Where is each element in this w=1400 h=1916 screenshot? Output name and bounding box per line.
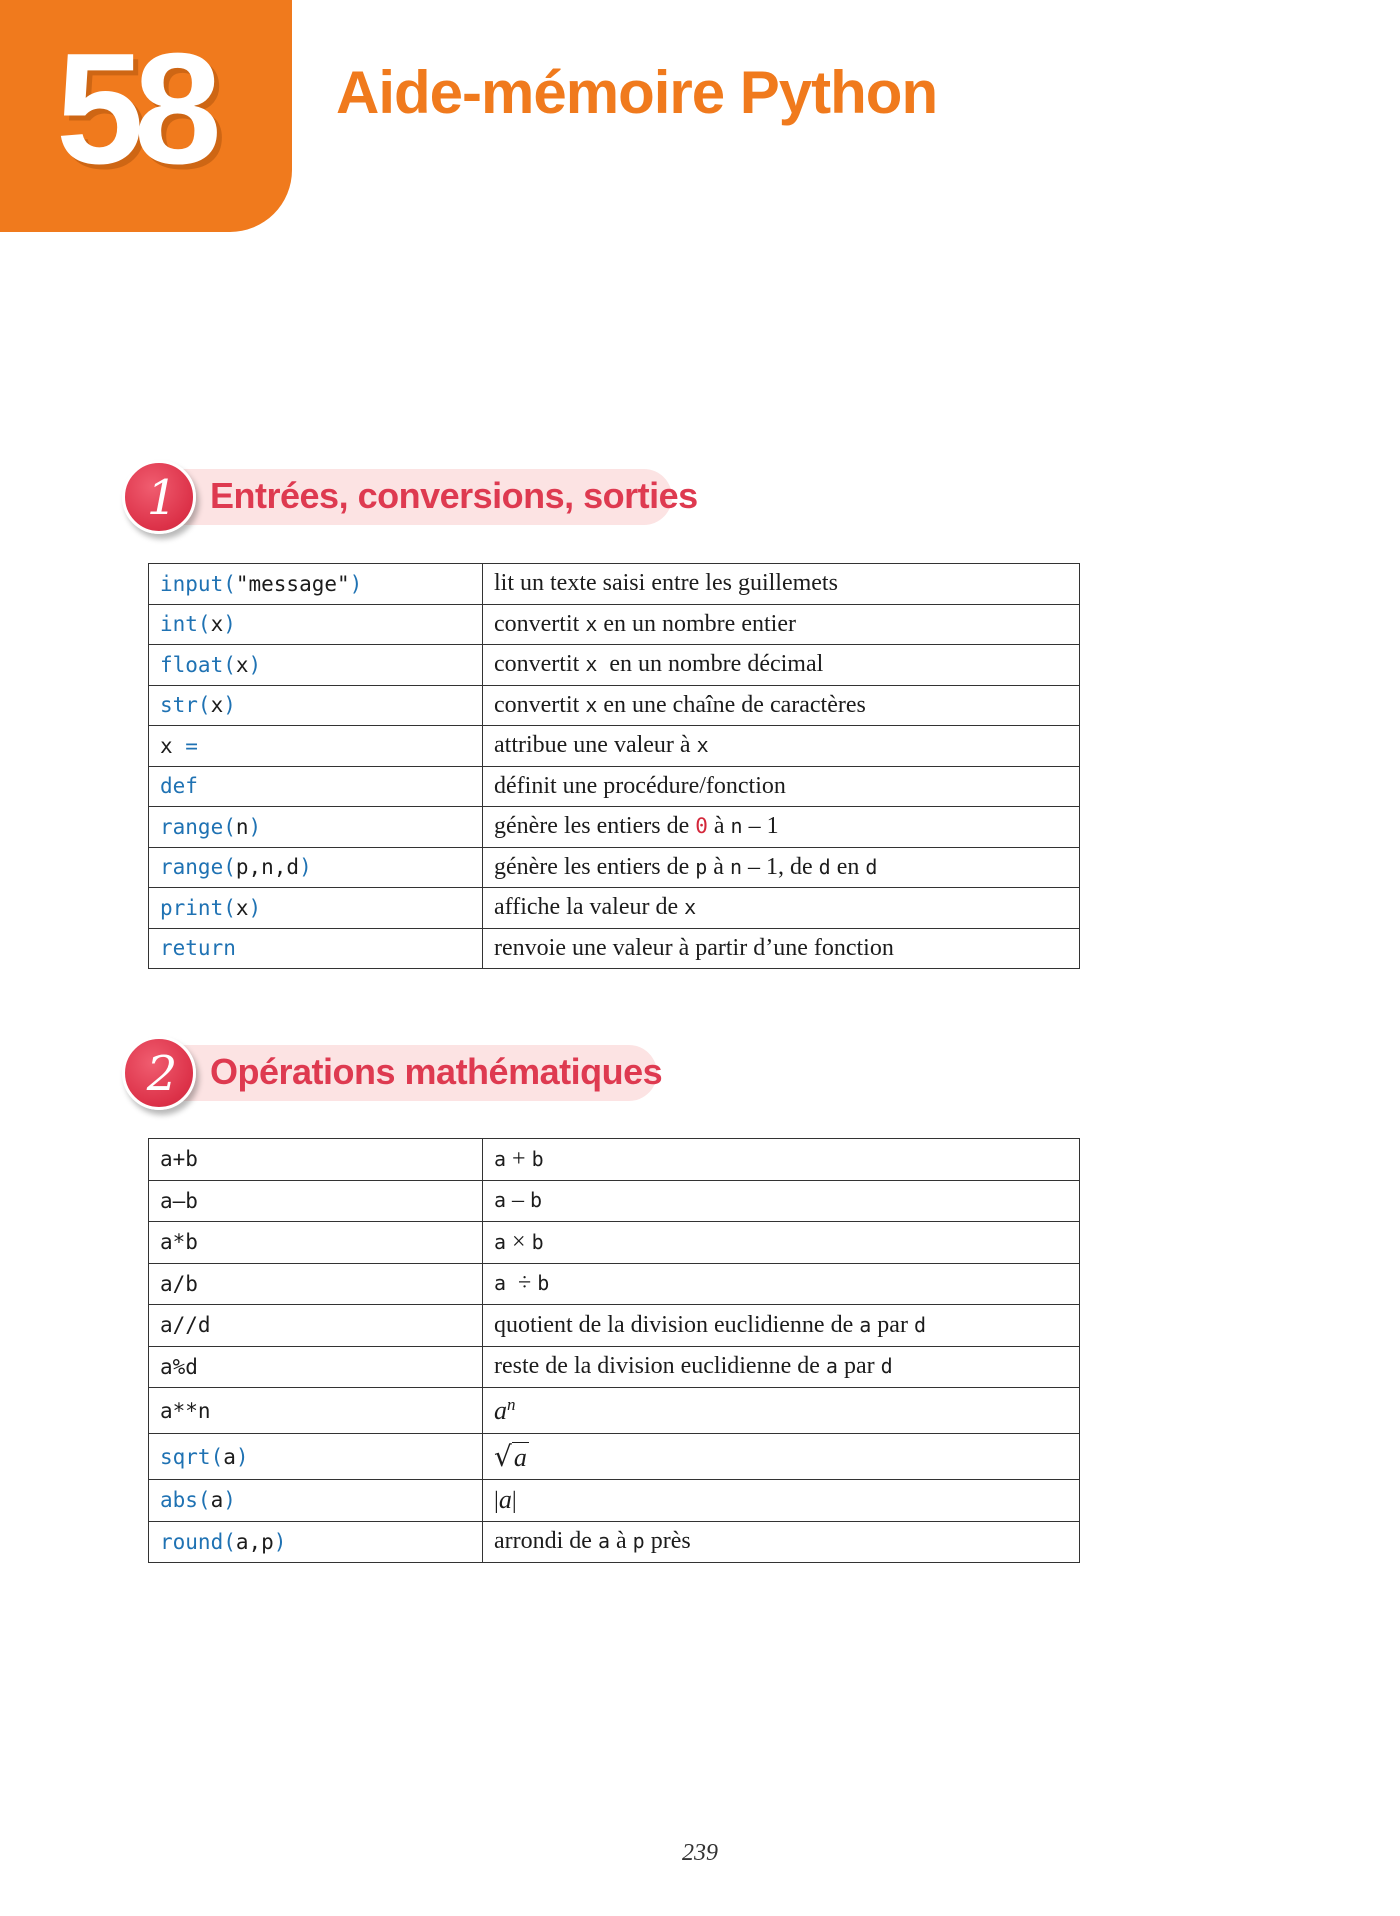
code-cell: a–b — [149, 1180, 483, 1222]
section-number: 1 — [146, 470, 178, 526]
radicand: a — [513, 1443, 527, 1472]
section-number: 2 — [146, 1046, 178, 1102]
table-row — [149, 685, 1080, 726]
description-cell: a × b — [483, 1222, 1080, 1264]
description-cell: affiche la valeur de x — [483, 888, 1080, 929]
python-math-table — [148, 1138, 1080, 1563]
table-row — [149, 604, 1080, 645]
description-cell: convertit x en une chaîne de caractères — [483, 685, 1080, 726]
description-cell: attribue une valeur à x — [483, 726, 1080, 767]
section-header-1 — [122, 460, 698, 538]
table-row — [149, 1346, 1080, 1388]
table-row — [149, 1305, 1080, 1347]
code-cell: print(x) — [149, 888, 483, 929]
code-cell: return — [149, 928, 483, 969]
python-io-table — [148, 563, 1080, 969]
description-cell — [483, 1388, 1080, 1434]
table-row — [149, 564, 1080, 605]
code-cell: abs(a) — [149, 1480, 483, 1522]
code-cell: a%d — [149, 1346, 483, 1388]
page-number: 239 — [682, 1840, 718, 1866]
code-cell: str(x) — [149, 685, 483, 726]
page-title: Aide-mémoire Python — [336, 59, 938, 126]
table-row — [149, 807, 1080, 848]
abs-bar-right: | — [511, 1488, 517, 1515]
abs-value: a — [498, 1485, 512, 1515]
section-number-badge — [122, 1036, 196, 1110]
table-row — [149, 1388, 1080, 1434]
code-cell: range(n) — [149, 807, 483, 848]
chapter-number: 58 — [56, 21, 212, 197]
code-cell: def — [149, 766, 483, 807]
power-base: a — [494, 1396, 507, 1425]
code-cell: a/b — [149, 1263, 483, 1305]
section-title: Entrées, conversions, sorties — [210, 475, 698, 516]
code-cell: int(x) — [149, 604, 483, 645]
table-row — [149, 1480, 1080, 1522]
table-row — [149, 726, 1080, 767]
description-cell: lit un texte saisi entre les guillemets — [483, 564, 1080, 605]
description-cell — [483, 1434, 1080, 1480]
square-root-symbol — [494, 1440, 529, 1473]
description-cell: génère les entiers de 0 à n – 1 — [483, 807, 1080, 848]
power-exponent: n — [507, 1395, 516, 1414]
table-row — [149, 645, 1080, 686]
table-row — [149, 1222, 1080, 1264]
table-row — [149, 1263, 1080, 1305]
code-cell: x = — [149, 726, 483, 767]
description-cell: convertit x en un nombre entier — [483, 604, 1080, 645]
table-row — [149, 766, 1080, 807]
description-cell: quotient de la division euclidienne de a par d — [483, 1305, 1080, 1347]
description-cell: a + b — [483, 1139, 1080, 1181]
radical-sign: √ — [494, 1440, 512, 1473]
table-row — [149, 928, 1080, 969]
description-cell: a ÷ b — [483, 1263, 1080, 1305]
table-row — [149, 1434, 1080, 1480]
code-cell: input("message") — [149, 564, 483, 605]
table-row — [149, 1521, 1080, 1563]
description-cell — [483, 1480, 1080, 1522]
description-cell: définit une procédure/fonction — [483, 766, 1080, 807]
code-cell: float(x) — [149, 645, 483, 686]
code-cell: a+b — [149, 1139, 483, 1181]
abs-bar-left: | — [494, 1488, 499, 1515]
section-title: Opérations mathématiques — [210, 1051, 663, 1092]
code-cell: sqrt(a) — [149, 1434, 483, 1480]
section-header-2 — [122, 1036, 682, 1114]
description-cell: arrondi de a à p près — [483, 1521, 1080, 1563]
description-cell: renvoie une valeur à partir d’une fonction — [483, 928, 1080, 969]
section-number-badge — [122, 460, 196, 534]
code-cell: range(p,n,d) — [149, 847, 483, 888]
code-cell: a//d — [149, 1305, 483, 1347]
table-row — [149, 1180, 1080, 1222]
description-cell: a – b — [483, 1180, 1080, 1222]
description-cell: génère les entiers de p à n – 1, de d en d — [483, 847, 1080, 888]
table-row — [149, 1139, 1080, 1181]
table-row — [149, 847, 1080, 888]
description-cell: convertit x en un nombre décimal — [483, 645, 1080, 686]
table-row — [149, 888, 1080, 929]
description-cell: reste de la division euclidienne de a par d — [483, 1346, 1080, 1388]
code-cell: round(a,p) — [149, 1521, 483, 1563]
code-cell: a*b — [149, 1222, 483, 1264]
code-cell: a**n — [149, 1388, 483, 1434]
